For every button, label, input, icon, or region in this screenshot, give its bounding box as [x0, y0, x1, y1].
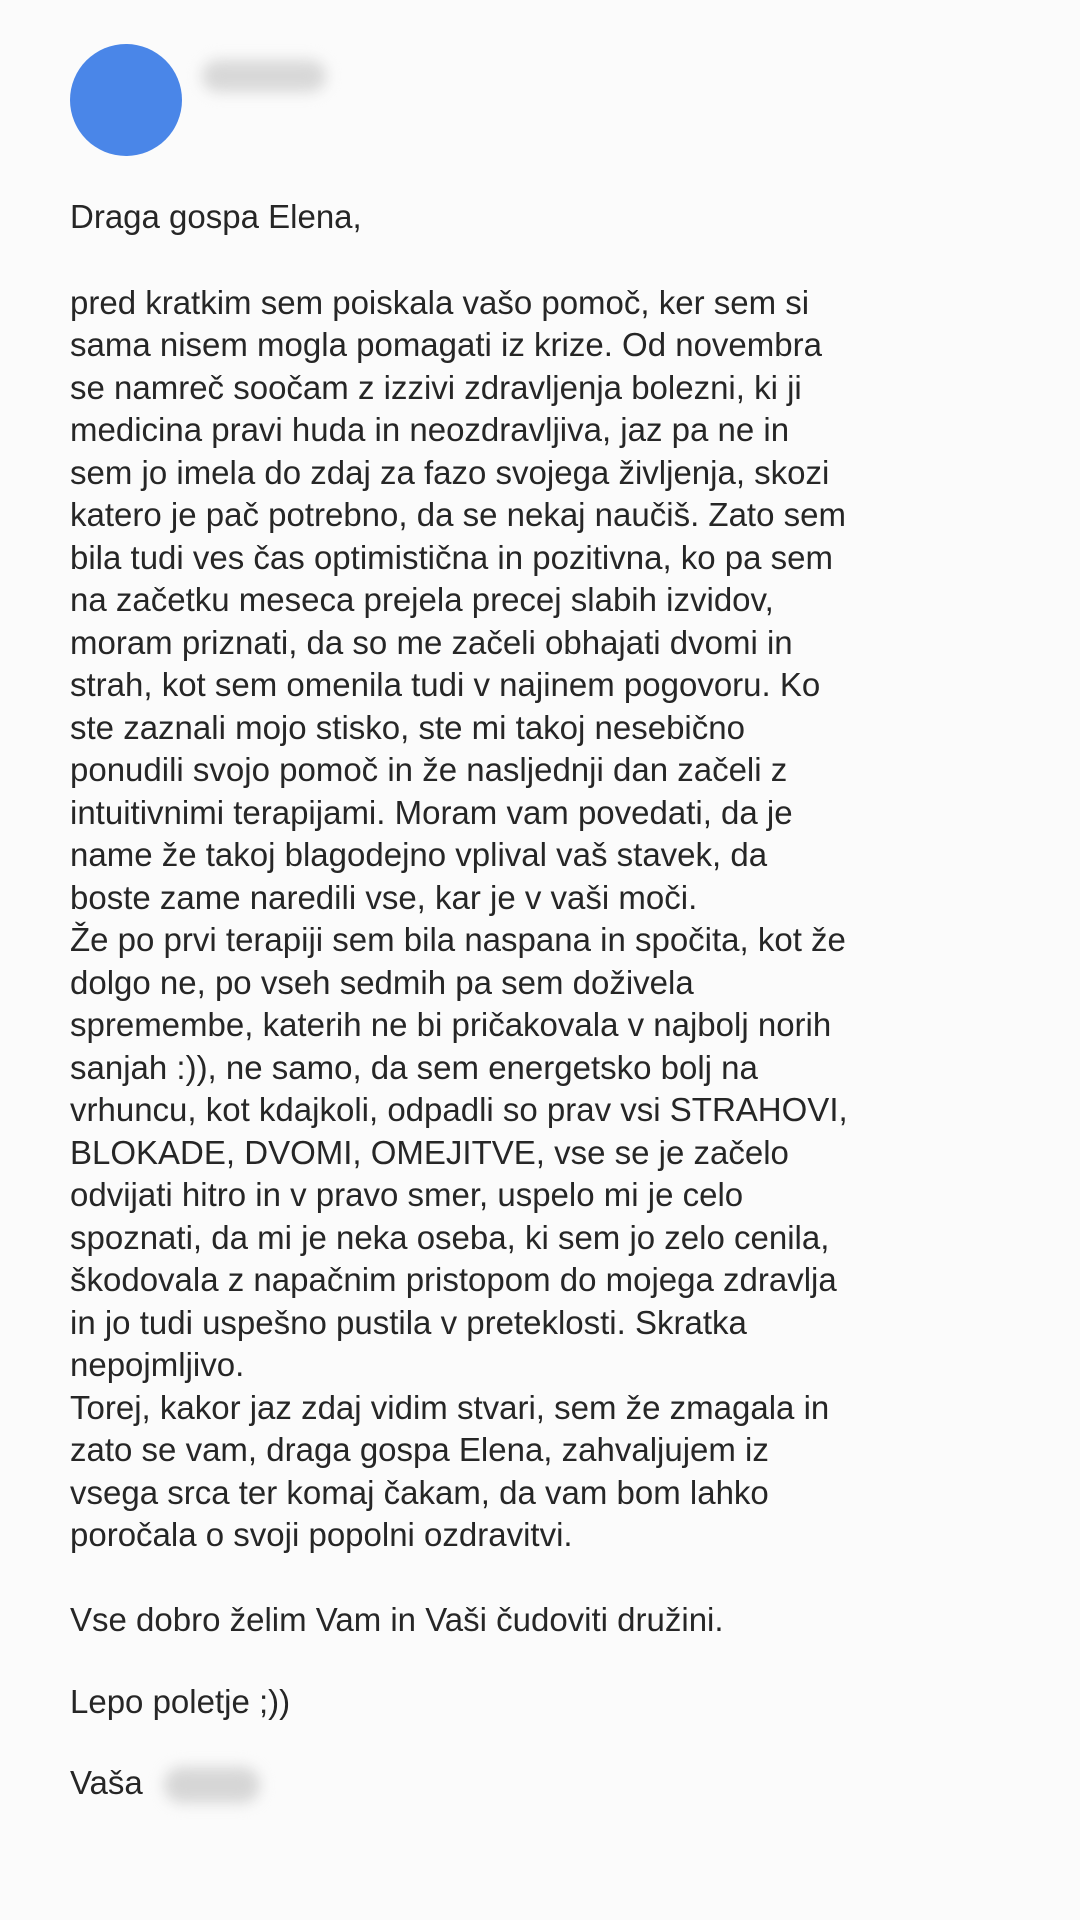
message-line: zato se vam, draga gospa Elena, zahvaljujem iz — [70, 1431, 769, 1468]
message-line: Že po prvi terapiji sem bila naspana in spočita, kot že — [70, 921, 846, 958]
signature-label: Vaša — [70, 1763, 143, 1801]
sender-avatar[interactable] — [70, 44, 182, 156]
message-line: Torej, kakor jaz zdaj vidim stvari, sem že zmagala in — [70, 1388, 830, 1426]
message-line: moram priznati, da so me začeli obhajati dvomi in — [70, 623, 793, 661]
message-line: poročala o svoji popolni ozdravitvi. — [70, 1516, 573, 1553]
message-line: sama nisem mogla pomagati iz krize. Od novembra — [70, 326, 822, 363]
message-line: vrhuncu, kot kdajkoli, odpadli so prav vsi STRAHOVI, — [70, 1091, 848, 1128]
message-line: sem jo imela do zdaj za fazo svojega življenja, skozi — [70, 453, 830, 491]
message-paragraph — [70, 282, 1030, 1557]
message-line: name že takoj blagodejno vplival vaš stavek, da — [70, 836, 768, 873]
message-line: spoznati, da mi je neka oseba, ki sem jo zelo cenila, — [70, 1218, 830, 1256]
message-line: vsega srca ter komaj čakam, da vam bom lahko — [70, 1473, 769, 1511]
message-sign-off: Lepo poletje ;)) — [70, 1683, 291, 1720]
message-line: pred kratkim sem poiskala vašo pomoč, ker sem si — [70, 283, 810, 321]
message-line: dolgo ne, po vseh sedmih pa sem doživela — [70, 963, 694, 1001]
message-line: medicina pravi huda in neozdravljiva, jaz pa ne in — [70, 411, 790, 448]
message-line: nepojmljivo. — [70, 1346, 245, 1383]
message-closing: Vse dobro želim Vam in Vaši čudoviti družini. — [70, 1600, 724, 1638]
message-signature — [70, 1762, 1030, 1806]
message-line: boste zame naredili vse, kar je v vaši moči. — [70, 878, 698, 916]
sender-name-redacted — [202, 60, 326, 92]
message-line: in jo tudi uspešno pustila v preteklosti. Skratka — [70, 1303, 747, 1341]
message-line: se namreč soočam z izzivi zdravljenja bolezni, ki ji — [70, 368, 802, 406]
message-line: spremembe, katerih ne bi pričakovala v najbolj norih — [70, 1006, 832, 1043]
message-line: ste zaznali mojo stisko, ste mi takoj nesebično — [70, 708, 745, 746]
message-header — [70, 44, 1010, 164]
message-line: strah, kot sem omenila tudi v najinem pogovoru. Ko — [70, 666, 821, 703]
message-line: intuitivnimi terapijami. Moram vam povedati, da je — [70, 793, 793, 831]
message-line: bila tudi ves čas optimistična in pozitivna, ko pa sem — [70, 538, 834, 576]
message-line: škodovala z napačnim pristopom do mojega zdravlja — [70, 1261, 837, 1298]
message-line: na začetku meseca prejela precej slabih izvidov, — [70, 581, 774, 618]
message-line: BLOKADE, DVOMI, OMEJITVE, vse se je začelo — [70, 1133, 789, 1171]
message-line: ponudili svojo pomoč in že nasljednji dan začeli z — [70, 751, 788, 788]
message-line: katero je pač potrebno, da se nekaj naučiš. Zato sem — [70, 496, 846, 533]
signature-name-redacted — [164, 1767, 260, 1803]
message-line: odvijati hitro in v pravo smer, uspelo mi je celo — [70, 1176, 744, 1213]
message-greeting: Draga gospa Elena, — [70, 198, 362, 235]
message-body — [70, 196, 1030, 1806]
message-line: sanjah :)), ne samo, da sem energetsko bolj na — [70, 1048, 758, 1086]
